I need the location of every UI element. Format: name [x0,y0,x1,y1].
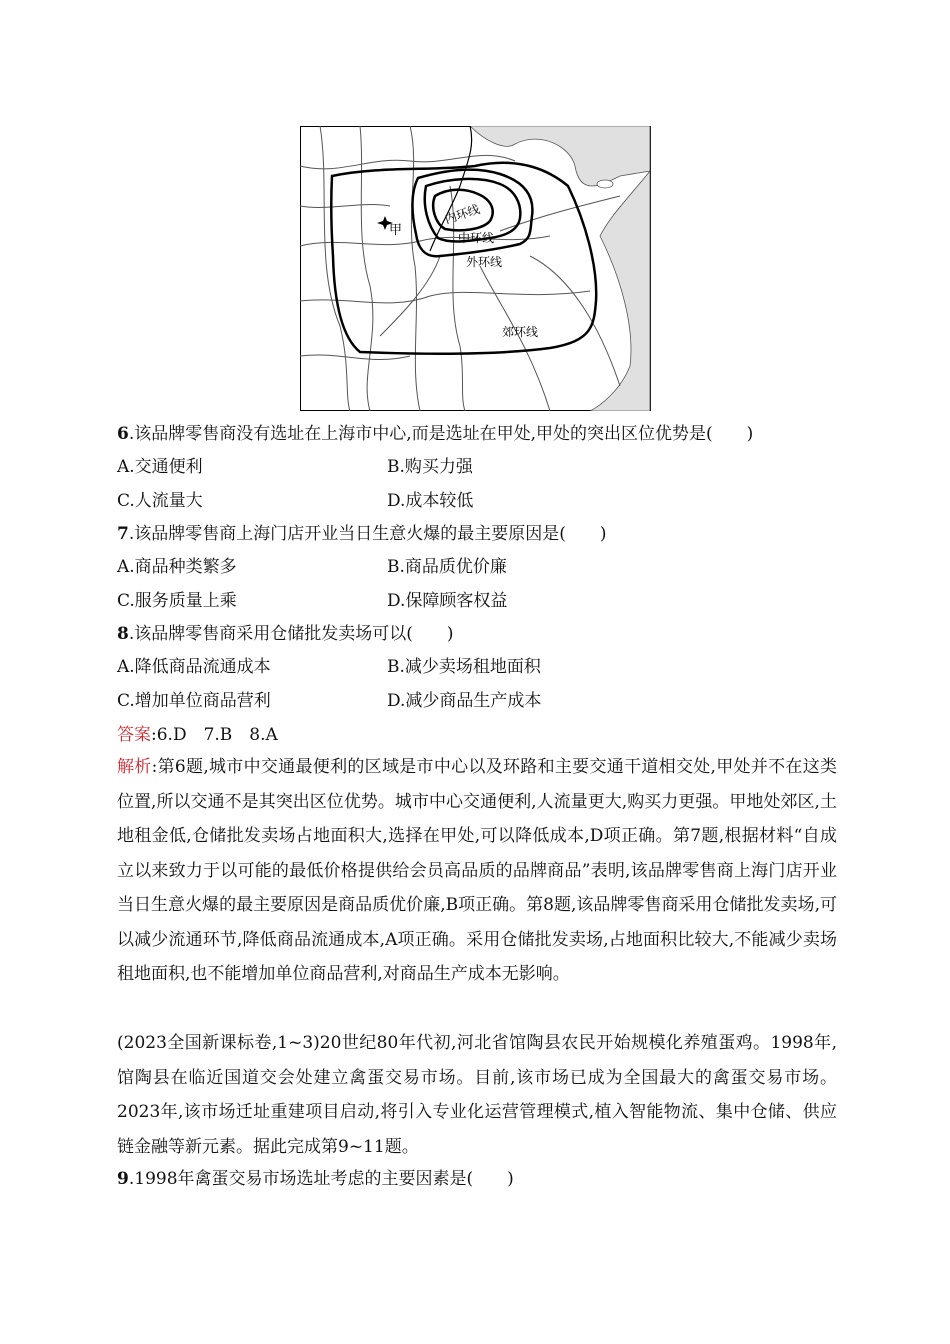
label-inner-ring: 内环线 [442,202,482,227]
q6-option-b: B.购买力强 [387,457,473,477]
analysis-text: :第6题,城市中交通最便利的区域是市中心以及环路和主要交通干道相交处,甲处并不在这类位置,所以交通不是其突出区位优势。城市中心交通便利,人流量更大,购买力更强。甲地处郊区,土地租金低,仓储批发卖场占地面积大,选择在甲处,可以降低成本,D项正确。第7题,根据材料“自成立以来致力于以可能的最低价格提供给会员高品质的品牌商品”表明,该品牌零售商上海门店开业当日生意火爆的最主要原因是商品质优价廉,B项正确。第8题,该品牌零售商采用仓储批发卖场,可以减少流通环节,降低商品流通成本,A项正确。采用仓储批发卖场,占地面积比较大,不能减少卖场租地面积,也不能增加单位商品营利,对商品生产成本无影响。 [117,757,837,984]
q7-option-d: D.保障顾客权益 [387,591,508,611]
question-6 [117,422,753,446]
question-7 [117,522,607,546]
q7-option-c: C.服务质量上乘 [117,591,237,611]
question-stem: .该品牌零售商上海门店开业当日生意火爆的最主要原因是( ) [128,524,607,544]
question-stem: .该品牌零售商没有选址在上海市中心,而是选址在甲处,甲处的突出区位优势是( ) [128,424,754,444]
answer-line [117,723,278,747]
question-stem: .该品牌零售商采用仓储批发卖场可以( ) [128,624,454,644]
question-number: 8 [117,624,129,644]
q6-option-a: A.交通便利 [117,457,203,477]
q7-option-b: B.商品质优价廉 [387,557,507,577]
q7-option-a: A.商品种类繁多 [117,557,237,577]
question-number: 7 [117,524,129,544]
map-svg [300,126,651,411]
analysis-label: 解析 [117,757,152,777]
label-suburb-ring: 郊环线 [502,325,539,339]
q6-option-c: C.人流量大 [117,491,203,511]
answer-text: :6.D 7.B 8.A [151,725,278,745]
material-paragraph: (2023全国新课标卷,1~3)20世纪80年代初,河北省馆陶县农民开始规模化养殖蛋鸡。1998年,馆陶县在临近国道交会处建立禽蛋交易市场。目前,该市场已成为全国最大的禽蛋交易市场。2023年,该市场迁址重建项目启动,将引入专业化运营管理模式,植入智能物流、集中仓储、供应链金融等新元素。据此完成第9~11题。 [117,1033,837,1157]
question-stem: .1998年禽蛋交易市场选址考虑的主要因素是( ) [128,1169,514,1189]
analysis-paragraph [117,750,837,992]
label-middle-ring: 中环线 [458,231,495,245]
question-number: 6 [117,424,129,444]
q8-option-a: A.降低商品流通成本 [117,657,271,677]
question-9 [117,1167,514,1191]
q8-option-d: D.减少商品生产成本 [387,691,542,711]
label-jia: 甲 [389,223,403,238]
question-8 [117,622,454,646]
shanghai-ring-road-map [300,126,651,411]
question-number: 9 [117,1169,129,1189]
q8-option-c: C.增加单位商品营利 [117,691,271,711]
answer-label: 答案 [117,725,151,745]
island [597,180,613,188]
label-outer-ring: 外环线 [466,255,503,269]
q6-option-d: D.成本较低 [387,491,474,511]
q8-option-b: B.减少卖场租地面积 [387,657,541,677]
